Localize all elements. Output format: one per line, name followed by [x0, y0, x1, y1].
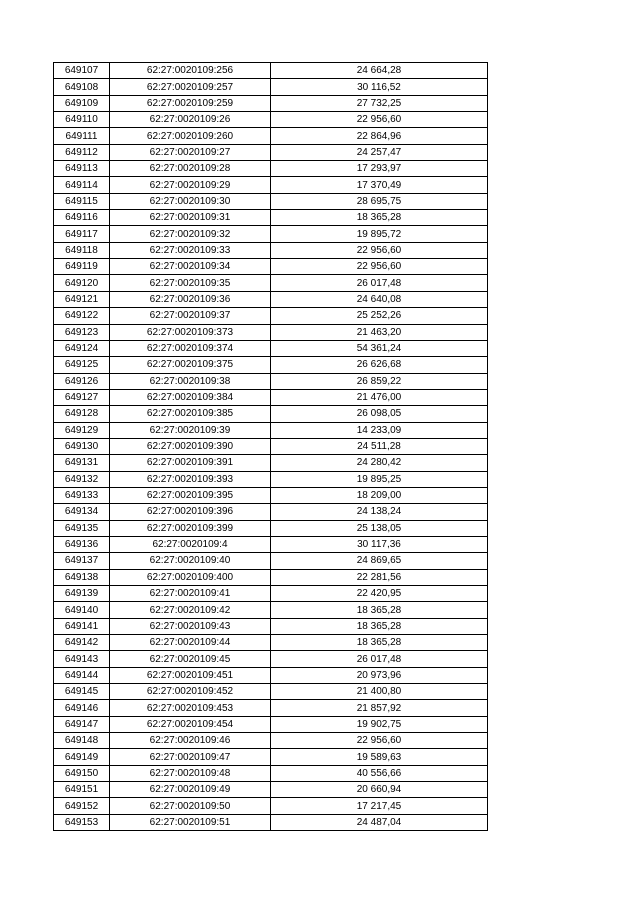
row-id-cell: 649108 [54, 79, 110, 95]
table-body [54, 63, 488, 831]
value-cell: 18 365,28 [271, 618, 488, 634]
value-cell: 19 895,72 [271, 226, 488, 242]
row-id-cell: 649119 [54, 259, 110, 275]
cadastral-number-cell: 62:27:0020109:37 [110, 308, 271, 324]
table-row [54, 324, 488, 340]
row-id-cell: 649112 [54, 144, 110, 160]
row-id-cell: 649107 [54, 63, 110, 79]
cadastral-number-cell: 62:27:0020109:393 [110, 471, 271, 487]
table-row [54, 814, 488, 830]
row-id-cell: 649124 [54, 340, 110, 356]
row-id-cell: 649142 [54, 635, 110, 651]
row-id-cell: 649134 [54, 504, 110, 520]
row-id-cell: 649111 [54, 128, 110, 144]
table-row [54, 684, 488, 700]
row-id-cell: 649139 [54, 586, 110, 602]
cadastral-number-cell: 62:27:0020109:39 [110, 422, 271, 438]
cadastral-number-cell: 62:27:0020109:35 [110, 275, 271, 291]
table-row [54, 112, 488, 128]
value-cell: 21 400,80 [271, 684, 488, 700]
value-cell: 19 902,75 [271, 716, 488, 732]
value-cell: 24 257,47 [271, 144, 488, 160]
table-row [54, 536, 488, 552]
cadastral-number-cell: 62:27:0020109:33 [110, 242, 271, 258]
cadastral-number-cell: 62:27:0020109:400 [110, 569, 271, 585]
value-cell: 22 420,95 [271, 586, 488, 602]
cadastral-number-cell: 62:27:0020109:391 [110, 455, 271, 471]
row-id-cell: 649136 [54, 536, 110, 552]
value-cell: 21 476,00 [271, 389, 488, 405]
cadastral-number-cell: 62:27:0020109:42 [110, 602, 271, 618]
value-cell: 22 281,56 [271, 569, 488, 585]
table-row [54, 749, 488, 765]
table-row [54, 455, 488, 471]
row-id-cell: 649128 [54, 406, 110, 422]
cadastral-number-cell: 62:27:0020109:43 [110, 618, 271, 634]
cadastral-number-cell: 62:27:0020109:38 [110, 373, 271, 389]
cadastral-number-cell: 62:27:0020109:48 [110, 765, 271, 781]
value-cell: 24 664,28 [271, 63, 488, 79]
value-cell: 22 956,60 [271, 733, 488, 749]
document-page [53, 62, 487, 831]
cadastral-number-cell: 62:27:0020109:28 [110, 161, 271, 177]
row-id-cell: 649133 [54, 487, 110, 503]
value-cell: 18 209,00 [271, 487, 488, 503]
table-row [54, 291, 488, 307]
row-id-cell: 649140 [54, 602, 110, 618]
value-cell: 30 116,52 [271, 79, 488, 95]
table-row [54, 733, 488, 749]
table-row [54, 357, 488, 373]
row-id-cell: 649152 [54, 798, 110, 814]
value-cell: 17 293,97 [271, 161, 488, 177]
value-cell: 18 365,28 [271, 602, 488, 618]
table-row [54, 438, 488, 454]
table-row [54, 798, 488, 814]
cadastral-number-cell: 62:27:0020109:454 [110, 716, 271, 732]
value-cell: 26 626,68 [271, 357, 488, 373]
row-id-cell: 649141 [54, 618, 110, 634]
value-cell: 19 895,25 [271, 471, 488, 487]
table-row [54, 144, 488, 160]
cadastral-number-cell: 62:27:0020109:374 [110, 340, 271, 356]
value-cell: 22 956,60 [271, 112, 488, 128]
value-cell: 27 732,25 [271, 95, 488, 111]
cadastral-number-cell: 62:27:0020109:256 [110, 63, 271, 79]
row-id-cell: 649116 [54, 210, 110, 226]
row-id-cell: 649151 [54, 782, 110, 798]
cadastral-number-cell: 62:27:0020109:4 [110, 536, 271, 552]
value-cell: 22 956,60 [271, 242, 488, 258]
cadastral-number-cell: 62:27:0020109:259 [110, 95, 271, 111]
cadastral-number-cell: 62:27:0020109:260 [110, 128, 271, 144]
table-row [54, 389, 488, 405]
value-cell: 22 864,96 [271, 128, 488, 144]
value-cell: 24 511,28 [271, 438, 488, 454]
table-row [54, 242, 488, 258]
row-id-cell: 649126 [54, 373, 110, 389]
table-row [54, 422, 488, 438]
cadastral-number-cell: 62:27:0020109:451 [110, 667, 271, 683]
table-row [54, 63, 488, 79]
row-id-cell: 649138 [54, 569, 110, 585]
table-row [54, 487, 488, 503]
cadastral-number-cell: 62:27:0020109:452 [110, 684, 271, 700]
cadastral-number-cell: 62:27:0020109:385 [110, 406, 271, 422]
value-cell: 21 857,92 [271, 700, 488, 716]
row-id-cell: 649115 [54, 193, 110, 209]
table-row [54, 618, 488, 634]
table-row [54, 193, 488, 209]
table-row [54, 226, 488, 242]
row-id-cell: 649143 [54, 651, 110, 667]
table-row [54, 406, 488, 422]
cadastral-number-cell: 62:27:0020109:51 [110, 814, 271, 830]
table-row [54, 651, 488, 667]
table-row [54, 782, 488, 798]
cadastral-number-cell: 62:27:0020109:395 [110, 487, 271, 503]
cadastral-number-cell: 62:27:0020109:384 [110, 389, 271, 405]
table-row [54, 586, 488, 602]
value-cell: 25 252,26 [271, 308, 488, 324]
row-id-cell: 649117 [54, 226, 110, 242]
cadastral-number-cell: 62:27:0020109:396 [110, 504, 271, 520]
table-row [54, 373, 488, 389]
table-row [54, 471, 488, 487]
table-row [54, 340, 488, 356]
value-cell: 17 217,45 [271, 798, 488, 814]
table-row [54, 765, 488, 781]
cadastral-number-cell: 62:27:0020109:49 [110, 782, 271, 798]
row-id-cell: 649149 [54, 749, 110, 765]
row-id-cell: 649148 [54, 733, 110, 749]
cadastral-number-cell: 62:27:0020109:27 [110, 144, 271, 160]
row-id-cell: 649150 [54, 765, 110, 781]
cadastral-number-cell: 62:27:0020109:47 [110, 749, 271, 765]
cadastral-number-cell: 62:27:0020109:29 [110, 177, 271, 193]
table-row [54, 700, 488, 716]
row-id-cell: 649110 [54, 112, 110, 128]
table-row [54, 520, 488, 536]
table-row [54, 635, 488, 651]
cadastral-number-cell: 62:27:0020109:26 [110, 112, 271, 128]
table-row [54, 553, 488, 569]
value-cell: 24 487,04 [271, 814, 488, 830]
cadastral-number-cell: 62:27:0020109:453 [110, 700, 271, 716]
row-id-cell: 649120 [54, 275, 110, 291]
row-id-cell: 649127 [54, 389, 110, 405]
cadastral-number-cell: 62:27:0020109:41 [110, 586, 271, 602]
table-row [54, 569, 488, 585]
cadastral-number-cell: 62:27:0020109:46 [110, 733, 271, 749]
value-cell: 28 695,75 [271, 193, 488, 209]
value-cell: 14 233,09 [271, 422, 488, 438]
row-id-cell: 649125 [54, 357, 110, 373]
table-row [54, 210, 488, 226]
value-cell: 20 660,94 [271, 782, 488, 798]
row-id-cell: 649122 [54, 308, 110, 324]
row-id-cell: 649135 [54, 520, 110, 536]
row-id-cell: 649131 [54, 455, 110, 471]
row-id-cell: 649123 [54, 324, 110, 340]
cadastral-number-cell: 62:27:0020109:40 [110, 553, 271, 569]
value-cell: 25 138,05 [271, 520, 488, 536]
row-id-cell: 649109 [54, 95, 110, 111]
cadastral-number-cell: 62:27:0020109:257 [110, 79, 271, 95]
table-row [54, 95, 488, 111]
cadastral-number-cell: 62:27:0020109:50 [110, 798, 271, 814]
row-id-cell: 649118 [54, 242, 110, 258]
row-id-cell: 649129 [54, 422, 110, 438]
row-id-cell: 649130 [54, 438, 110, 454]
cadastral-number-cell: 62:27:0020109:34 [110, 259, 271, 275]
table-row [54, 602, 488, 618]
value-cell: 24 869,65 [271, 553, 488, 569]
value-cell: 24 138,24 [271, 504, 488, 520]
value-cell: 26 859,22 [271, 373, 488, 389]
table-row [54, 259, 488, 275]
cadastral-number-cell: 62:27:0020109:44 [110, 635, 271, 651]
table-row [54, 308, 488, 324]
row-id-cell: 649114 [54, 177, 110, 193]
row-id-cell: 649147 [54, 716, 110, 732]
value-cell: 26 017,48 [271, 275, 488, 291]
value-cell: 20 973,96 [271, 667, 488, 683]
row-id-cell: 649121 [54, 291, 110, 307]
cadastral-number-cell: 62:27:0020109:36 [110, 291, 271, 307]
table-row [54, 79, 488, 95]
cadastral-number-cell: 62:27:0020109:375 [110, 357, 271, 373]
table-row [54, 667, 488, 683]
cadastral-number-cell: 62:27:0020109:373 [110, 324, 271, 340]
row-id-cell: 649146 [54, 700, 110, 716]
row-id-cell: 649144 [54, 667, 110, 683]
table-row [54, 161, 488, 177]
row-id-cell: 649137 [54, 553, 110, 569]
value-cell: 18 365,28 [271, 635, 488, 651]
value-cell: 19 589,63 [271, 749, 488, 765]
value-cell: 26 017,48 [271, 651, 488, 667]
table-row [54, 128, 488, 144]
value-cell: 18 365,28 [271, 210, 488, 226]
cadastral-number-cell: 62:27:0020109:31 [110, 210, 271, 226]
value-cell: 22 956,60 [271, 259, 488, 275]
value-cell: 26 098,05 [271, 406, 488, 422]
cadastral-number-cell: 62:27:0020109:32 [110, 226, 271, 242]
value-cell: 30 117,36 [271, 536, 488, 552]
value-cell: 54 361,24 [271, 340, 488, 356]
table-row [54, 716, 488, 732]
row-id-cell: 649153 [54, 814, 110, 830]
cadastral-number-cell: 62:27:0020109:390 [110, 438, 271, 454]
cadastral-number-cell: 62:27:0020109:399 [110, 520, 271, 536]
value-cell: 21 463,20 [271, 324, 488, 340]
cadastral-number-cell: 62:27:0020109:45 [110, 651, 271, 667]
row-id-cell: 649145 [54, 684, 110, 700]
value-cell: 17 370,49 [271, 177, 488, 193]
table-row [54, 504, 488, 520]
cadastral-value-table [53, 62, 488, 831]
row-id-cell: 649132 [54, 471, 110, 487]
table-row [54, 177, 488, 193]
cadastral-number-cell: 62:27:0020109:30 [110, 193, 271, 209]
value-cell: 24 280,42 [271, 455, 488, 471]
row-id-cell: 649113 [54, 161, 110, 177]
table-row [54, 275, 488, 291]
value-cell: 24 640,08 [271, 291, 488, 307]
value-cell: 40 556,66 [271, 765, 488, 781]
